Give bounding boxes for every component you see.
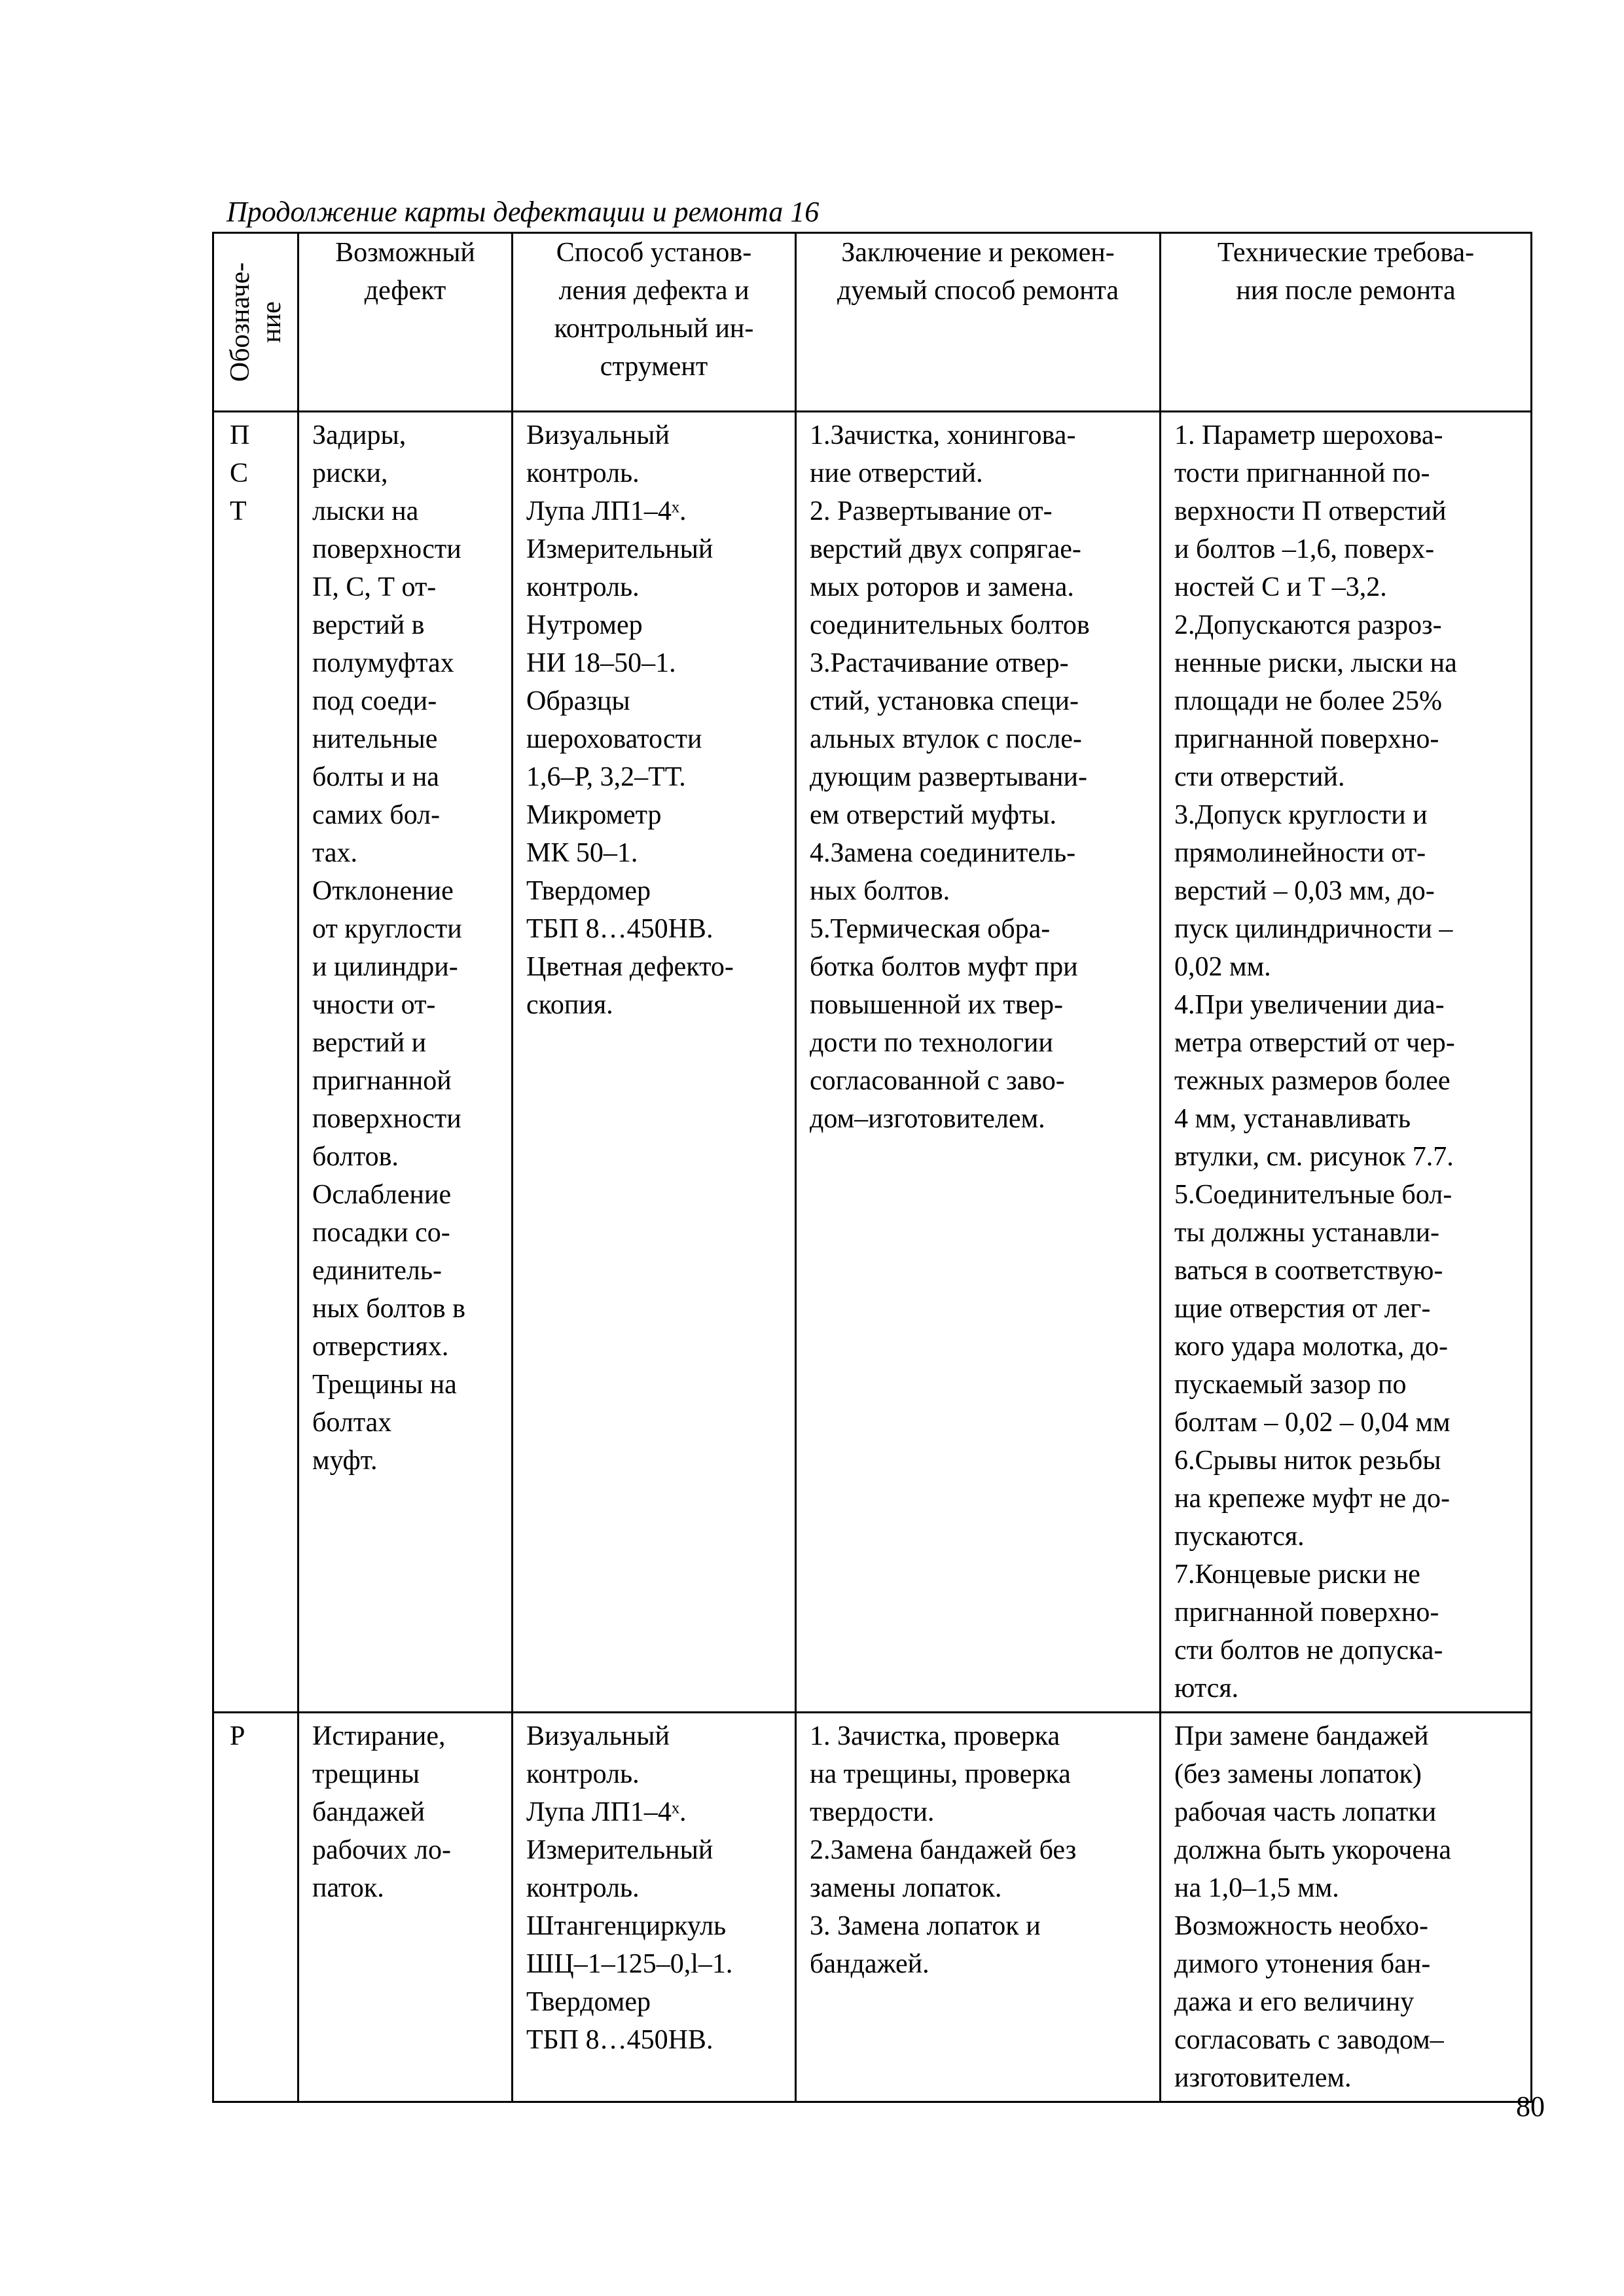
header-repair xyxy=(796,233,1161,412)
text-line: контроль. xyxy=(526,1873,640,1903)
text-line: ем отверстий муфты. xyxy=(810,800,1057,830)
text-line: под соеди- xyxy=(312,686,437,716)
text-line: Заключение и рекомен- xyxy=(841,238,1115,268)
text-line: Лупа ЛП1–4ˣ. xyxy=(526,496,687,526)
text-line: Технические требова- xyxy=(1217,238,1475,268)
text-line: тах. xyxy=(312,838,358,868)
text-line: соединительных болтов xyxy=(810,610,1090,640)
text-line: сти отверстий. xyxy=(1174,762,1345,792)
table-row xyxy=(213,412,1532,1713)
text-line: рабочих ло- xyxy=(312,1835,451,1865)
cell-designation xyxy=(213,1713,298,2102)
text-line: единитель- xyxy=(312,1256,442,1286)
text-line: изготовителем. xyxy=(1174,2063,1352,2093)
text-line: прямолинейности от- xyxy=(1174,838,1426,868)
text-line: пригнанной xyxy=(312,1066,452,1096)
text-line: риски, xyxy=(312,458,388,488)
text-line: Истирание, xyxy=(312,1721,446,1751)
text-line: на 1,0–1,5 мм. xyxy=(1174,1873,1339,1903)
text-line: нительные xyxy=(312,724,438,754)
text-line: ТБП 8…450НВ. xyxy=(526,2025,713,2055)
text-line: МК 50–1. xyxy=(526,838,638,868)
text-line: верстий двух сопрягае- xyxy=(810,534,1081,564)
text-line: 3.Растачивание отвер- xyxy=(810,648,1069,678)
text-line: Трещины на xyxy=(312,1370,457,1400)
text-line: ШЦ–1–125–0,l–1. xyxy=(526,1949,733,1979)
text-line: Т xyxy=(230,496,247,526)
text-line: струмент xyxy=(600,352,708,382)
text-line: должна быть укорочена xyxy=(1174,1835,1452,1865)
text-line: бандажей xyxy=(312,1797,425,1827)
cell-requirements xyxy=(1161,1713,1532,2102)
text-line: 1. Зачистка, проверка xyxy=(810,1721,1060,1751)
cell-repair xyxy=(796,1713,1161,2102)
text-line: и болтов –1,6, поверх- xyxy=(1174,534,1435,564)
text-line: ных болтов в xyxy=(312,1294,465,1324)
text-line: Нутромер xyxy=(526,610,643,640)
text-line: Визуальный xyxy=(526,420,670,450)
cell-defect xyxy=(298,1713,513,2102)
text-line: дующим развертывани- xyxy=(810,762,1087,792)
text-line: ненные риски, лыски на xyxy=(1174,648,1457,678)
text-line: 7.Концевые риски не xyxy=(1174,1559,1420,1590)
text-line: Микрометр xyxy=(526,800,662,830)
text-line: от круглости xyxy=(312,914,462,944)
page-number: 80 xyxy=(1516,2090,1545,2123)
text-line: тежных размеров более xyxy=(1174,1066,1451,1096)
header-designation xyxy=(213,233,298,412)
text-line: пригнанной поверхно- xyxy=(1174,724,1439,754)
text-line: П, С, Т от- xyxy=(312,572,437,602)
cell-designation xyxy=(213,412,298,1713)
text-line: болтам – 0,02 – 0,04 мм xyxy=(1174,1408,1451,1438)
text-line: 2. Развертывание от- xyxy=(810,496,1053,526)
text-line: верстий и xyxy=(312,1028,427,1058)
text-line: лыски на xyxy=(312,496,419,526)
text-line: 2.Замена бандажей без xyxy=(810,1835,1077,1865)
text-line: Лупа ЛП1–4ˣ. xyxy=(526,1797,687,1827)
text-line: дуемый способ ремонта xyxy=(837,276,1119,306)
header-requirements xyxy=(1161,233,1532,412)
text-line: 1.Зачистка, хонингова- xyxy=(810,420,1076,450)
header-method xyxy=(513,233,796,412)
text-line: метра отверстий от чер- xyxy=(1174,1028,1455,1058)
text-line: твердости. xyxy=(810,1797,935,1827)
defect-repair-table xyxy=(212,232,1532,2103)
text-line: П xyxy=(230,420,250,450)
text-line: Измерительный xyxy=(526,534,713,564)
text-line: НИ 18–50–1. xyxy=(526,648,676,678)
text-line: Обозначе- xyxy=(225,262,255,382)
text-line: сти болтов не допуска- xyxy=(1174,1635,1443,1666)
text-line: 3. Замена лопаток и xyxy=(810,1911,1041,1941)
text-line: Задиры, xyxy=(312,420,406,450)
text-line: Возможность необхо- xyxy=(1174,1911,1429,1941)
text-line: Образцы xyxy=(526,686,630,716)
text-line: ных болтов. xyxy=(810,876,950,906)
text-line: ваться в соответствую- xyxy=(1174,1256,1443,1286)
text-line: Цветная дефекто- xyxy=(526,952,734,982)
text-line: мых роторов и замена. xyxy=(810,572,1074,602)
text-line: рабочая часть лопатки xyxy=(1174,1797,1437,1827)
text-line: стий, установка специ- xyxy=(810,686,1079,716)
text-line: контрольный ин- xyxy=(554,314,754,344)
header-row xyxy=(213,233,1532,412)
text-line: тости пригнанной по- xyxy=(1174,458,1430,488)
text-line: на крепеже муфт не до- xyxy=(1174,1484,1450,1514)
text-line: 1. Параметр шерохова- xyxy=(1174,420,1443,450)
text-line: Ослабление xyxy=(312,1180,452,1210)
text-line: Р xyxy=(230,1721,245,1751)
text-line: 6.Срывы ниток резьбы xyxy=(1174,1446,1441,1476)
text-line: Отклонение xyxy=(312,876,454,906)
text-line: Визуальный xyxy=(526,1721,670,1751)
text-line: ботка болтов муфт при xyxy=(810,952,1078,982)
text-line: 4.При увеличении диа- xyxy=(1174,990,1445,1020)
text-line: дажа и его величину xyxy=(1174,1987,1415,2017)
text-line: поверхности xyxy=(312,534,461,564)
text-line: дефект xyxy=(364,276,446,306)
table-row xyxy=(213,1713,1532,2102)
text-line: замены лопаток. xyxy=(810,1873,1002,1903)
text-line: 4 мм, устанавливать xyxy=(1174,1104,1411,1134)
text-line: ются. xyxy=(1174,1673,1239,1704)
text-line: Твердомер xyxy=(526,876,651,906)
text-line: контроль. xyxy=(526,572,640,602)
text-line: 5.Соединителъные бол- xyxy=(1174,1180,1453,1210)
text-line: ления дефекта и xyxy=(558,276,749,306)
text-line: (без замены лопаток) xyxy=(1174,1759,1422,1789)
header-defect xyxy=(298,233,513,412)
text-line: на трещины, проверка xyxy=(810,1759,1071,1789)
text-line: чности от- xyxy=(312,990,436,1020)
text-line: втулки, см. рисунок 7.7. xyxy=(1174,1142,1454,1172)
text-line: Штангенциркуль xyxy=(526,1911,727,1941)
text-line: пускаемый зазор по xyxy=(1174,1370,1407,1400)
text-line: верхности П отверстий xyxy=(1174,496,1447,526)
text-line: 3.Допуск круглости и xyxy=(1174,800,1428,830)
text-line: болтах xyxy=(312,1408,392,1438)
text-line: 2.Допускаются разроз- xyxy=(1174,610,1442,640)
text-line: отверстиях. xyxy=(312,1332,449,1362)
cell-repair xyxy=(796,412,1161,1713)
text-line: верстий – 0,03 мм, до- xyxy=(1174,876,1435,906)
text-line: 4.Замена соединитель- xyxy=(810,838,1076,868)
text-line: ТБП 8…450НВ. xyxy=(526,914,713,944)
text-line: димого утонения бан- xyxy=(1174,1949,1431,1979)
text-line: повышенной их твер- xyxy=(810,990,1063,1020)
text-line: полумуфтах xyxy=(312,648,454,678)
text-line: Возможный xyxy=(335,238,475,268)
cell-requirements xyxy=(1161,412,1532,1713)
text-line: согласованной с заво- xyxy=(810,1066,1065,1096)
text-line: Измерительный xyxy=(526,1835,713,1865)
text-line: ты должны устанавли- xyxy=(1174,1218,1440,1248)
text-line: ния после ремонта xyxy=(1236,276,1456,306)
text-line: верстий в xyxy=(312,610,425,640)
text-line: и цилиндри- xyxy=(312,952,458,982)
text-line: дом–изготовителем. xyxy=(810,1104,1045,1134)
text-line: трещины xyxy=(312,1759,420,1789)
text-line: Способ установ- xyxy=(556,238,752,268)
text-line: болты и на xyxy=(312,762,439,792)
text-line: альных втулок с после- xyxy=(810,724,1082,754)
text-line: дости по технологии xyxy=(810,1028,1053,1058)
text-line: ние xyxy=(256,301,287,343)
text-line: контроль. xyxy=(526,458,640,488)
text-line: площади не более 25% xyxy=(1174,686,1442,716)
text-line: муфт. xyxy=(312,1446,378,1476)
text-line: контроль. xyxy=(526,1759,640,1789)
text-line: скопия. xyxy=(526,990,613,1020)
text-line: При замене бандажей xyxy=(1174,1721,1429,1751)
text-line: шероховатости xyxy=(526,724,702,754)
cell-defect xyxy=(298,412,513,1713)
cell-method xyxy=(513,412,796,1713)
text-line: кого удара молотка, до- xyxy=(1174,1332,1449,1362)
text-line: 0,02 мм. xyxy=(1174,952,1271,982)
text-line: ностей С и Т –3,2. xyxy=(1174,572,1387,602)
text-line: самих бол- xyxy=(312,800,441,830)
cell-method xyxy=(513,1713,796,2102)
text-line: паток. xyxy=(312,1873,384,1903)
text-line: Твердомер xyxy=(526,1987,651,2017)
table-caption: Продолжение карты дефектации и ремонта 16 xyxy=(226,196,820,228)
text-line: поверхности xyxy=(312,1104,461,1134)
text-line: согласовать с заводом– xyxy=(1174,2025,1444,2055)
text-line: ние отверстий. xyxy=(810,458,983,488)
text-line: пуск цилиндричности – xyxy=(1174,914,1453,944)
text-line: 1,6–Р, 3,2–ТТ. xyxy=(526,762,686,792)
text-line: С xyxy=(230,458,249,488)
text-line: щие отверстия от лег- xyxy=(1174,1294,1431,1324)
text-line: бандажей. xyxy=(810,1949,929,1979)
text-line: пускаются. xyxy=(1174,1522,1305,1552)
text-line: пригнанной поверхно- xyxy=(1174,1597,1439,1628)
text-line: болтов. xyxy=(312,1142,399,1172)
text-line: 5.Термическая обра- xyxy=(810,914,1051,944)
text-line: посадки со- xyxy=(312,1218,450,1248)
